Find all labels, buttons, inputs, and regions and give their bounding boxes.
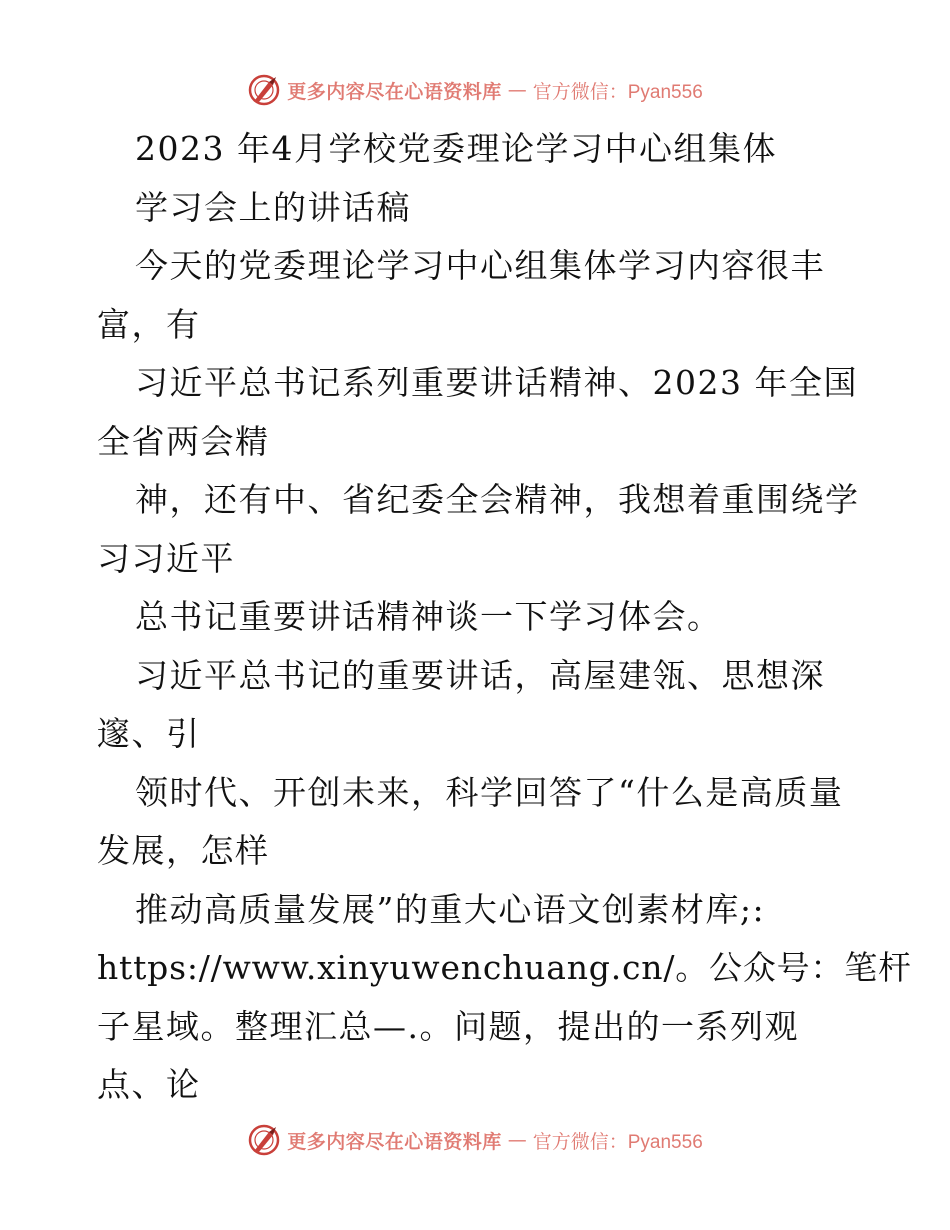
body-line: 习近平总书记的重要讲话，高屋建瓴、思想深 xyxy=(135,655,825,695)
header-watermark xyxy=(0,70,950,110)
body-line: 发展，怎样 xyxy=(97,831,270,870)
document-title-line-2: 学习会上的讲话稿 xyxy=(135,187,411,227)
body-line: 领时代、开创未来，科学回答了“什么是高质量 xyxy=(135,772,844,812)
body-line: 点、论 xyxy=(97,1065,201,1104)
body-line: 今天的党委理论学习中心组集体学习内容很丰 xyxy=(135,246,825,285)
body-line: 习习近平 xyxy=(97,538,235,578)
body-line-url: https://www.xinyuwenchuang.cn/。公众号：笔杆 xyxy=(97,948,912,987)
body-line: 全省两会精 xyxy=(97,421,270,461)
footer-watermark xyxy=(0,1120,950,1160)
header-brand-text: 更多内容尽在心语资料库 xyxy=(287,80,502,103)
header-separator: — xyxy=(507,79,527,101)
body-line: 习近平总书记系列重要讲话精神、2023 年全国 xyxy=(135,363,858,402)
document-title-line-1: 2023 年4月学校党委理论学习中心组集体 xyxy=(135,129,777,168)
footer-separator: — xyxy=(507,1129,527,1151)
body-line: 邃、引 xyxy=(97,714,201,753)
body-line: 总书记重要讲话精神谈一下学习体会。 xyxy=(135,597,722,636)
body-line: 子星域。整理汇总—.。问题，提出的一系列观 xyxy=(97,1006,799,1046)
body-line: 神，还有中、省纪委全会精神，我想着重围绕学 xyxy=(135,480,860,519)
footer-brand-text: 更多内容尽在心语资料库 xyxy=(287,1130,502,1153)
body-line: 富，有 xyxy=(97,304,201,344)
body-line: 推动高质量发展”的重大心语文创素材库;: xyxy=(135,889,766,929)
header-wechat-id: 官方微信：Pyan556 xyxy=(532,81,703,103)
document-body xyxy=(97,120,912,1115)
quill-logo-icon xyxy=(247,73,281,107)
quill-logo-icon xyxy=(247,1123,281,1157)
footer-wechat-id: 官方微信：Pyan556 xyxy=(532,1131,703,1153)
